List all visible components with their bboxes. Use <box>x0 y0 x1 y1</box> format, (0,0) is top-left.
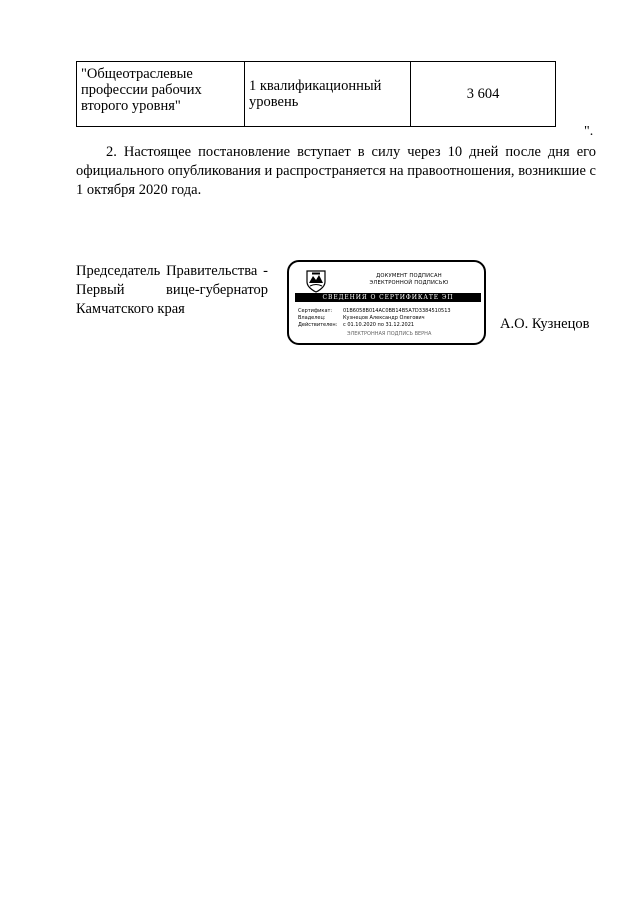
signer-name: А.О. Кузнецов <box>500 316 590 332</box>
table-cell-salary: 3 604 <box>411 62 556 127</box>
signer-position-line1: Председатель Правительства - <box>76 263 268 279</box>
table-cell-level: 1 квалификационный уровень <box>245 62 411 127</box>
stamp-certificate-row <box>298 308 451 315</box>
table-row <box>77 62 556 127</box>
stamp-title-line2: ЭЛЕКТРОННОЙ ПОДПИСЬЮ <box>369 280 449 286</box>
table-cell-group: "Общеотраслевые профессии рабочих второго уровня" <box>77 62 245 127</box>
signer-position-line3: Камчатского края <box>76 301 185 317</box>
stamp-footer: ЭЛЕКТРОННАЯ ПОДПИСЬ ВЕРНА <box>347 331 432 337</box>
valid-value: с 01.10.2020 по 31.12.2021 <box>343 322 415 328</box>
stamp-owner-row <box>298 315 425 322</box>
valid-label: Действителен: <box>298 322 338 328</box>
qualification-table <box>76 61 556 127</box>
stamp-title-line1: ДОКУМЕНТ ПОДПИСАН <box>376 273 442 279</box>
owner-label: Владелец: <box>298 315 326 321</box>
signer-position <box>76 262 268 319</box>
owner-value: Кузнецов Александр Олегович <box>343 315 425 321</box>
closing-quote: ". <box>584 124 594 139</box>
coat-of-arms-icon <box>305 269 327 293</box>
electronic-signature-stamp <box>287 260 486 345</box>
signer-position-line2: Первый вице-губернатор <box>76 282 268 298</box>
stamp-header-bar: СВЕДЕНИЯ О СЕРТИФИКАТЕ ЭП <box>295 293 481 302</box>
certificate-label: Сертификат: <box>298 308 333 314</box>
stamp-valid-row <box>298 322 414 329</box>
stamp-title <box>349 273 469 287</box>
resolution-paragraph: 2. Настоящее постановление вступает в силу через 10 дней после дня его официального опубликования и распространяется на правоотношения, возникшие с 1 октября 2020 года. <box>76 144 596 198</box>
certificate-value: 01B6058B014AC0BB14B5A7D3384510513 <box>343 308 451 314</box>
